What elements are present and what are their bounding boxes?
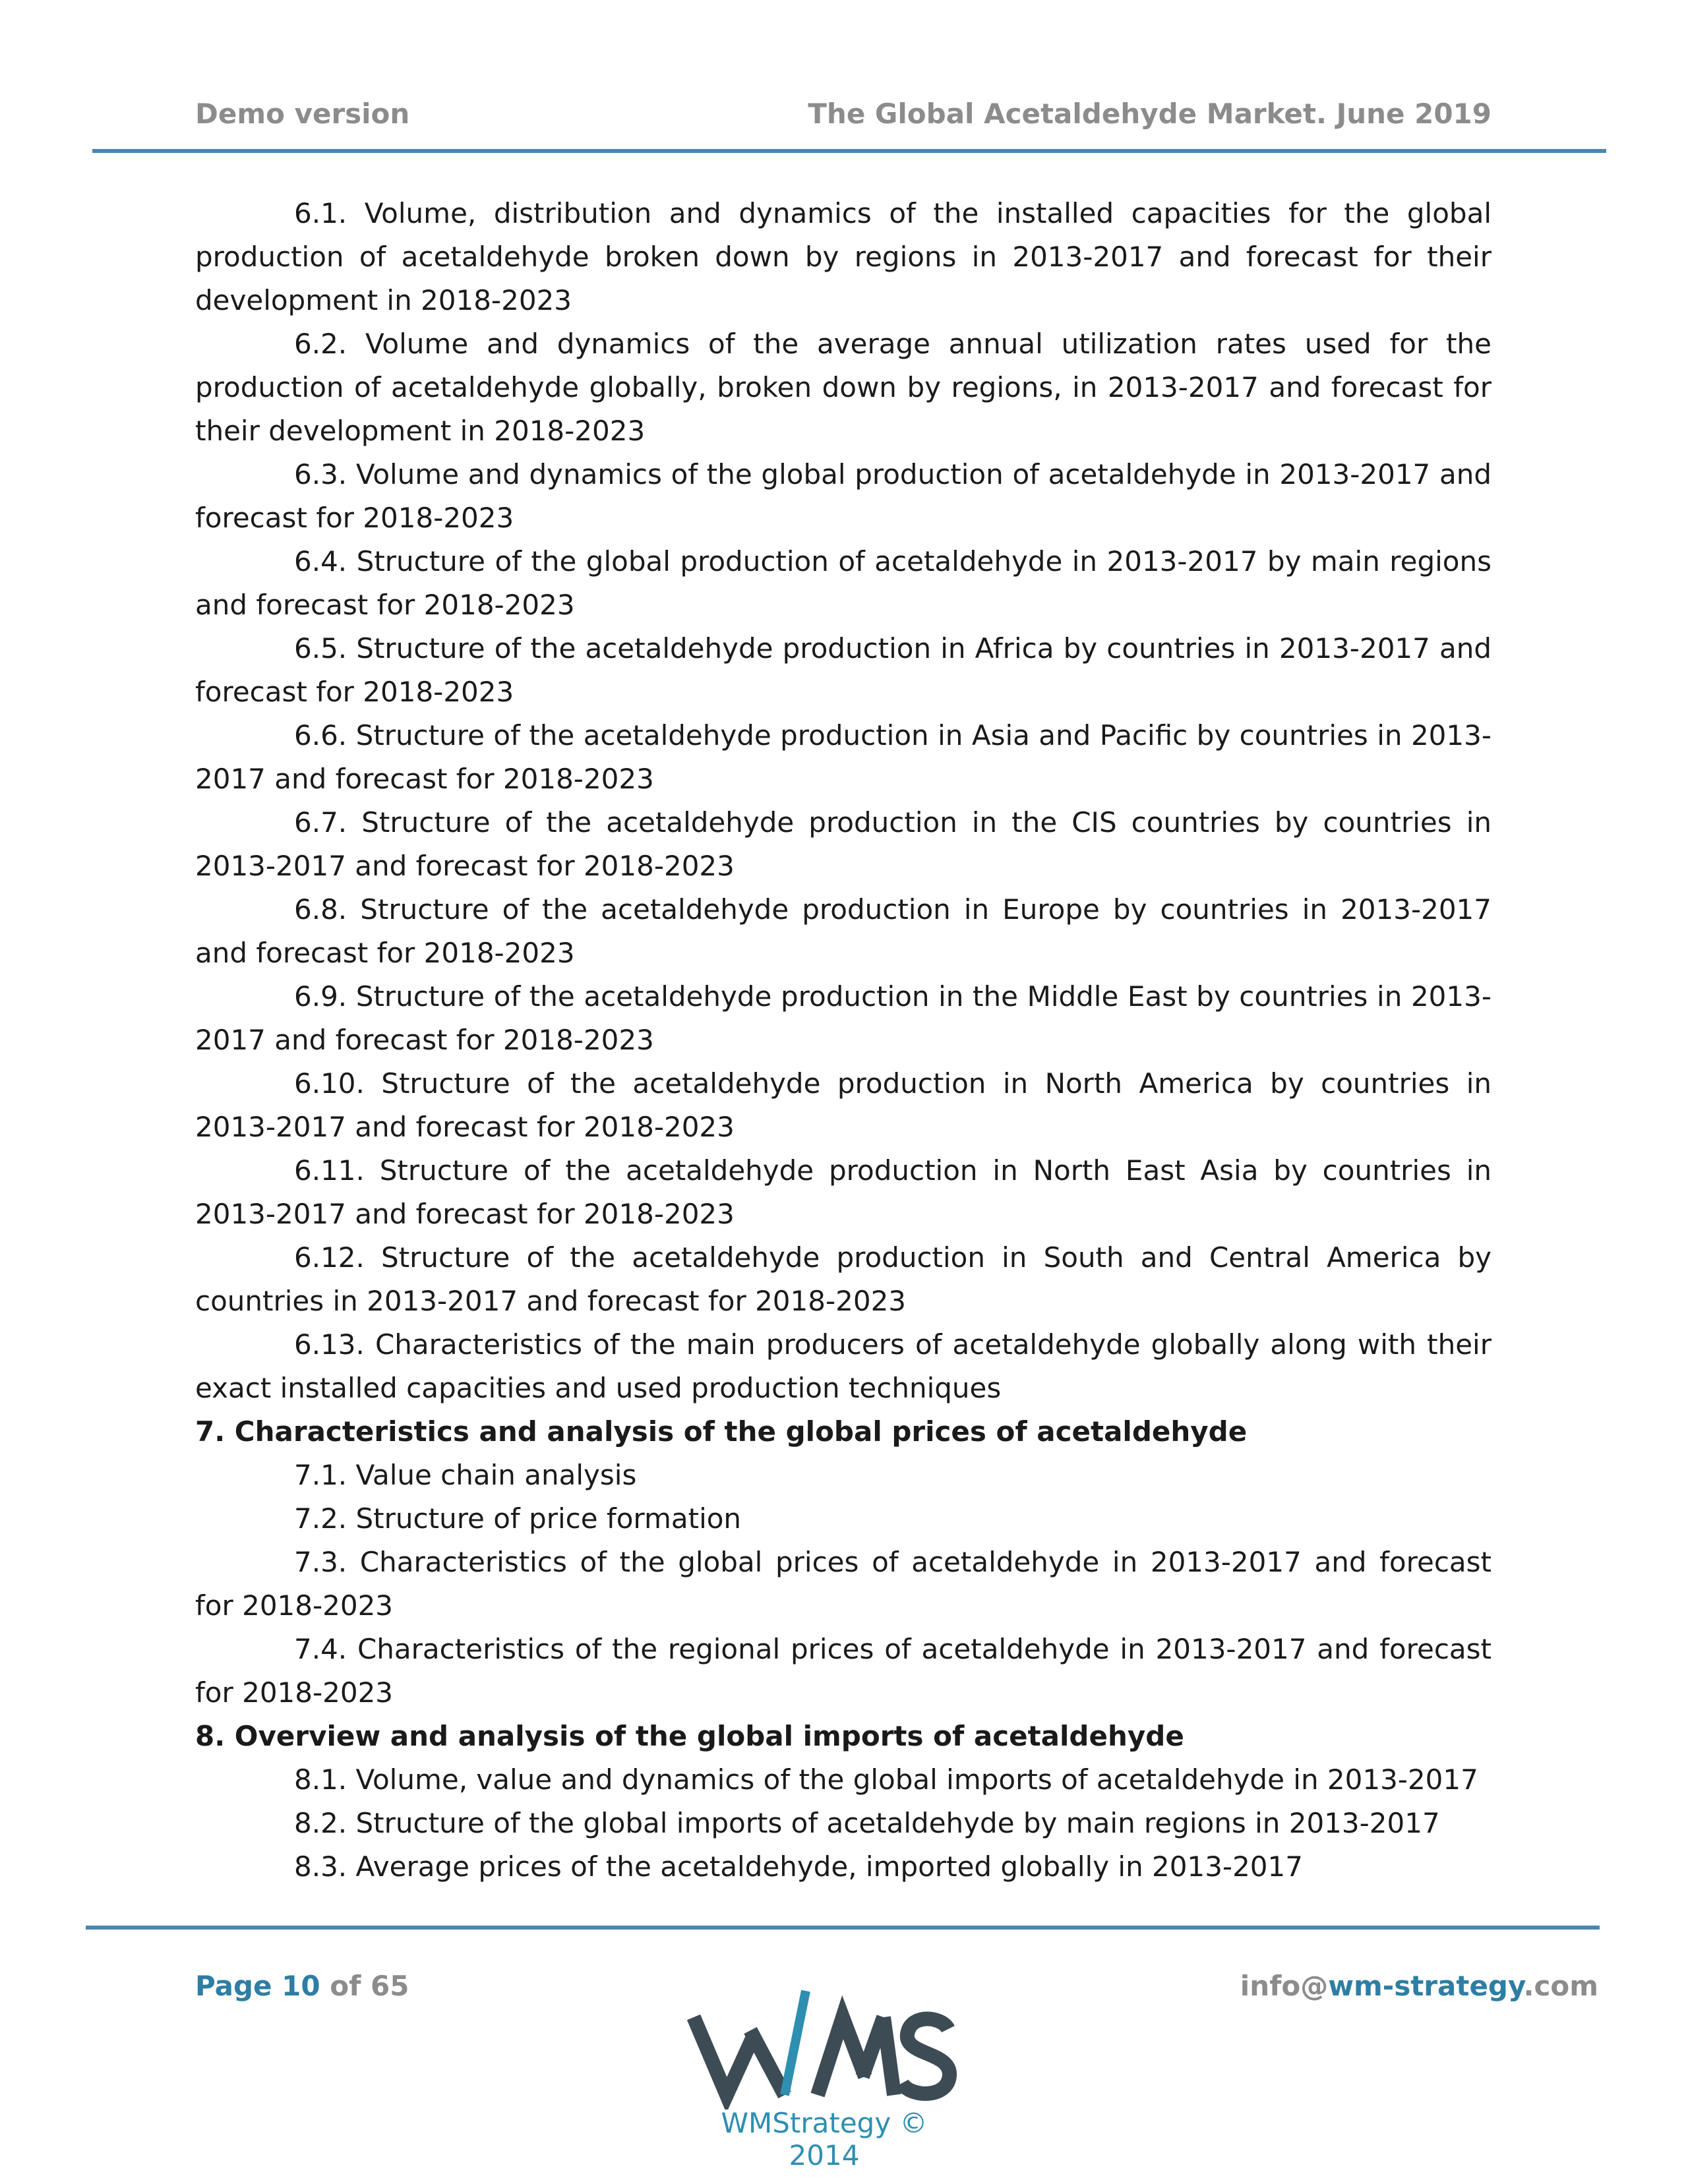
wms-logo: [686, 1978, 963, 2110]
page-prefix: Page: [195, 1970, 272, 2002]
toc-entry: 6.7. Structure of the acetaldehyde production in the CIS countries by countries in 2013-2017 and forecast for 2018-2023: [195, 806, 1492, 882]
toc-entry: 6.8. Structure of the acetaldehyde production in Europe by countries in 2013-2017 and forecast for 2018-2023: [195, 893, 1492, 969]
toc-entry: 6.4. Structure of the global production of acetaldehyde in 2013-2017 by main regions and forecast for 2018-2023: [195, 545, 1492, 621]
toc-entry: 6.6. Structure of the acetaldehyde production in Asia and Pacific by countries in 2013-2017 and forecast for 2018-2023: [195, 719, 1492, 795]
toc-entry: 7.2. Structure of price formation: [294, 1502, 742, 1535]
email-user: info@: [1240, 1970, 1329, 2002]
email-domain: wm-strategy: [1328, 1970, 1524, 2002]
toc-entry: 6.9. Structure of the acetaldehyde production in the Middle East by countries in 2013-2017 and forecast for 2018-2023: [195, 980, 1492, 1056]
page-total: 65: [371, 1970, 409, 2002]
toc-entry: 6.13. Characteristics of the main producers of acetaldehyde globally along with their exact installed capacities and used production techniques: [195, 1328, 1492, 1404]
toc-entry: 8.2. Structure of the global imports of acetaldehyde by main regions in 2013-2017: [294, 1807, 1440, 1839]
header-divider: [92, 149, 1606, 153]
toc-entry: 8.3. Average prices of the acetaldehyde, imported globally in 2013-2017: [294, 1850, 1303, 1883]
toc-entry: 6.5. Structure of the acetaldehyde production in Africa by countries in 2013-2017 and forecast for 2018-2023: [195, 632, 1492, 708]
toc-entry: 7.3. Characteristics of the global prices of acetaldehyde in 2013-2017 and forecast for 2018-2023: [195, 1546, 1492, 1622]
toc-entry: 6.3. Volume and dynamics of the global production of acetaldehyde in 2013-2017 and forecast for 2018-2023: [195, 458, 1492, 534]
toc-entry: 7.4. Characteristics of the regional prices of acetaldehyde in 2013-2017 and forecast for 2018-2023: [195, 1633, 1492, 1709]
toc-entry: 7.1. Value chain analysis: [294, 1459, 637, 1491]
header-report-title: The Global Acetaldehyde Market. June 2019: [808, 98, 1492, 130]
footer-divider: [86, 1926, 1600, 1930]
contact-email: [1240, 1970, 1598, 2002]
copyright-text: WMStrategy © 2014: [721, 2107, 928, 2171]
toc-section-heading: 7. Characteristics and analysis of the global prices of acetaldehyde: [195, 1415, 1248, 1448]
toc-entry: 6.10. Structure of the acetaldehyde production in North America by countries in 2013-2017 and forecast for 2018-2023: [195, 1067, 1492, 1143]
toc-entry: 6.1. Volume, distribution and dynamics of the installed capacities for the global production of acetaldehyde broken down by regions in 2013-2017 and forecast for their development in 2018-2023: [195, 197, 1492, 316]
toc-entry: 6.12. Structure of the acetaldehyde production in South and Central America by countries in 2013-2017 and forecast for 2018-2023: [195, 1241, 1492, 1317]
page-of: of: [330, 1970, 361, 2002]
header-version-label: Demo version: [195, 98, 410, 130]
toc-section-heading: 8. Overview and analysis of the global imports of acetaldehyde: [195, 1720, 1184, 1752]
toc-entry: 6.2. Volume and dynamics of the average annual utilization rates used for the production of acetaldehyde globally, broken down by regions, in 2013-2017 and forecast for their development in 2018-2023: [195, 328, 1492, 447]
toc-entry: 6.11. Structure of the acetaldehyde production in North East Asia by countries in 2013-2017 and forecast for 2018-2023: [195, 1154, 1492, 1230]
table-of-contents: [195, 192, 1492, 1889]
toc-entry: 8.1. Volume, value and dynamics of the global imports of acetaldehyde in 2013-2017: [294, 1763, 1478, 1796]
page-number: [195, 1970, 409, 2002]
email-tld: .com: [1523, 1970, 1598, 2002]
page-header: [195, 98, 1492, 137]
page-current: 10: [282, 1970, 320, 2002]
